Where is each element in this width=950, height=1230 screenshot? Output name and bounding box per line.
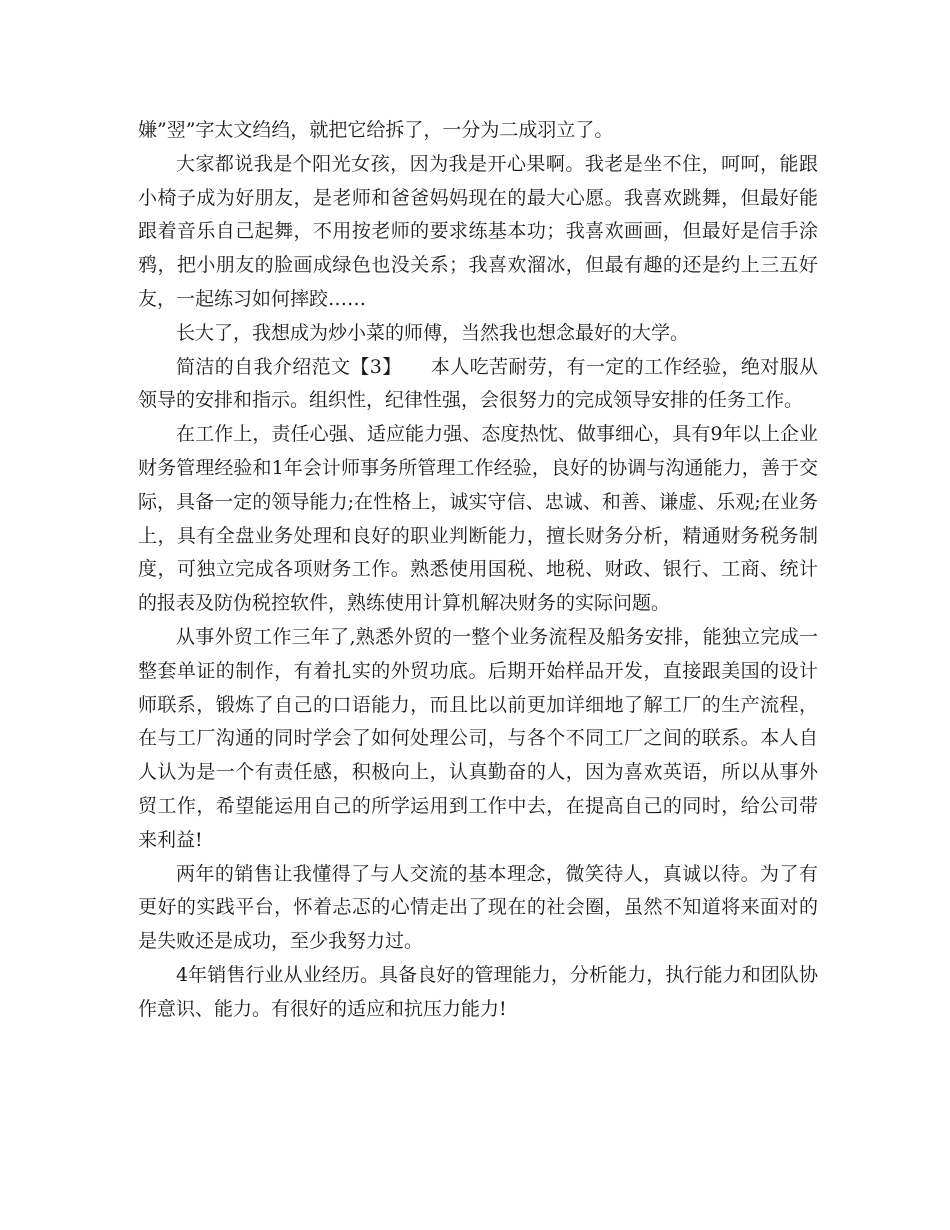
paragraph: 长大了，我想成为炒小菜的师傅，当然我也想念最好的大学。 [176,321,690,344]
paragraph: 从事外贸工作三年了,熟悉外贸的一整个业务流程及船务安排，能独立完成一整套单证的制作，有着扎实的外贸功底。后期开始样品开发，直接跟美国的设计师联系，锻炼了自己的口语能力，而且比以前更加详细地了解工厂的生产流程，在与工厂沟通的同时学会了如何处理公司，与各个不同工厂之间的联系。本人自人认为是一个有责任感，积极向上，认真勤奋的人，因为喜欢英语，所以从事外贸工作，希望能运用自己的所学运用到工作中去，在提高自己的同时，给公司带来利益! [138,625,818,851]
paragraph: 两年的销售让我懂得了与人交流的基本理念，微笑待人，真诚以待。为了有更好的实践平台，怀着忐忑的心情走出了现在的社会圈，虽然不知道将来面对的是失败还是成功，至少我努力过。 [138,862,818,953]
document-body [138,114,818,1027]
paragraph: 大家都说我是个阳光女孩，因为我是开心果啊。我老是坐不住，呵呵，能跟小椅子成为好朋友，是老师和爸爸妈妈现在的最大心愿。我喜欢跳舞，但最好能跟着音乐自己起舞，不用按老师的要求练基本功；我喜欢画画，但最好是信手涂鸦，把小朋友的脸画成绿色也没关系；我喜欢溜冰，但最有趣的还是约上三五好友，一起练习如何摔跤…… [138,152,818,310]
paragraph: 4年销售行业从业经历。具备良好的管理能力，分析能力，执行能力和团队协作意识、能力。有很好的适应和抗压力能力! [138,963,818,1020]
paragraph: 在工作上，责任心强、适应能力强、态度热忱、做事细心，具有9年以上企业财务管理经验和1年会计师事务所管理工作经验，良好的协调与沟通能力，善于交际，具备一定的领导能力;在性格上，诚实守信、忠诚、和善、谦虚、乐观;在业务上，具有全盘业务处理和良好的职业判断能力，擅长财务分析，精通财务税务制度，可独立完成各项财务工作。熟悉使用国税、地税、财政、银行、工商、统计的报表及防伪税控软件，熟练使用计算机解决财务的实际问题。 [138,423,818,615]
paragraph-section-heading: 简洁的自我介绍范文【3】 本人吃苦耐劳，有一定的工作经验，绝对服从领导的安排和指示。组织性，纪律性强，会很努力的完成领导安排的任务工作。 [138,355,818,412]
paragraph-continuation: 嫌”翌”字太文绉绉，就把它给拆了，一分为二成羽立了。 [138,119,614,141]
